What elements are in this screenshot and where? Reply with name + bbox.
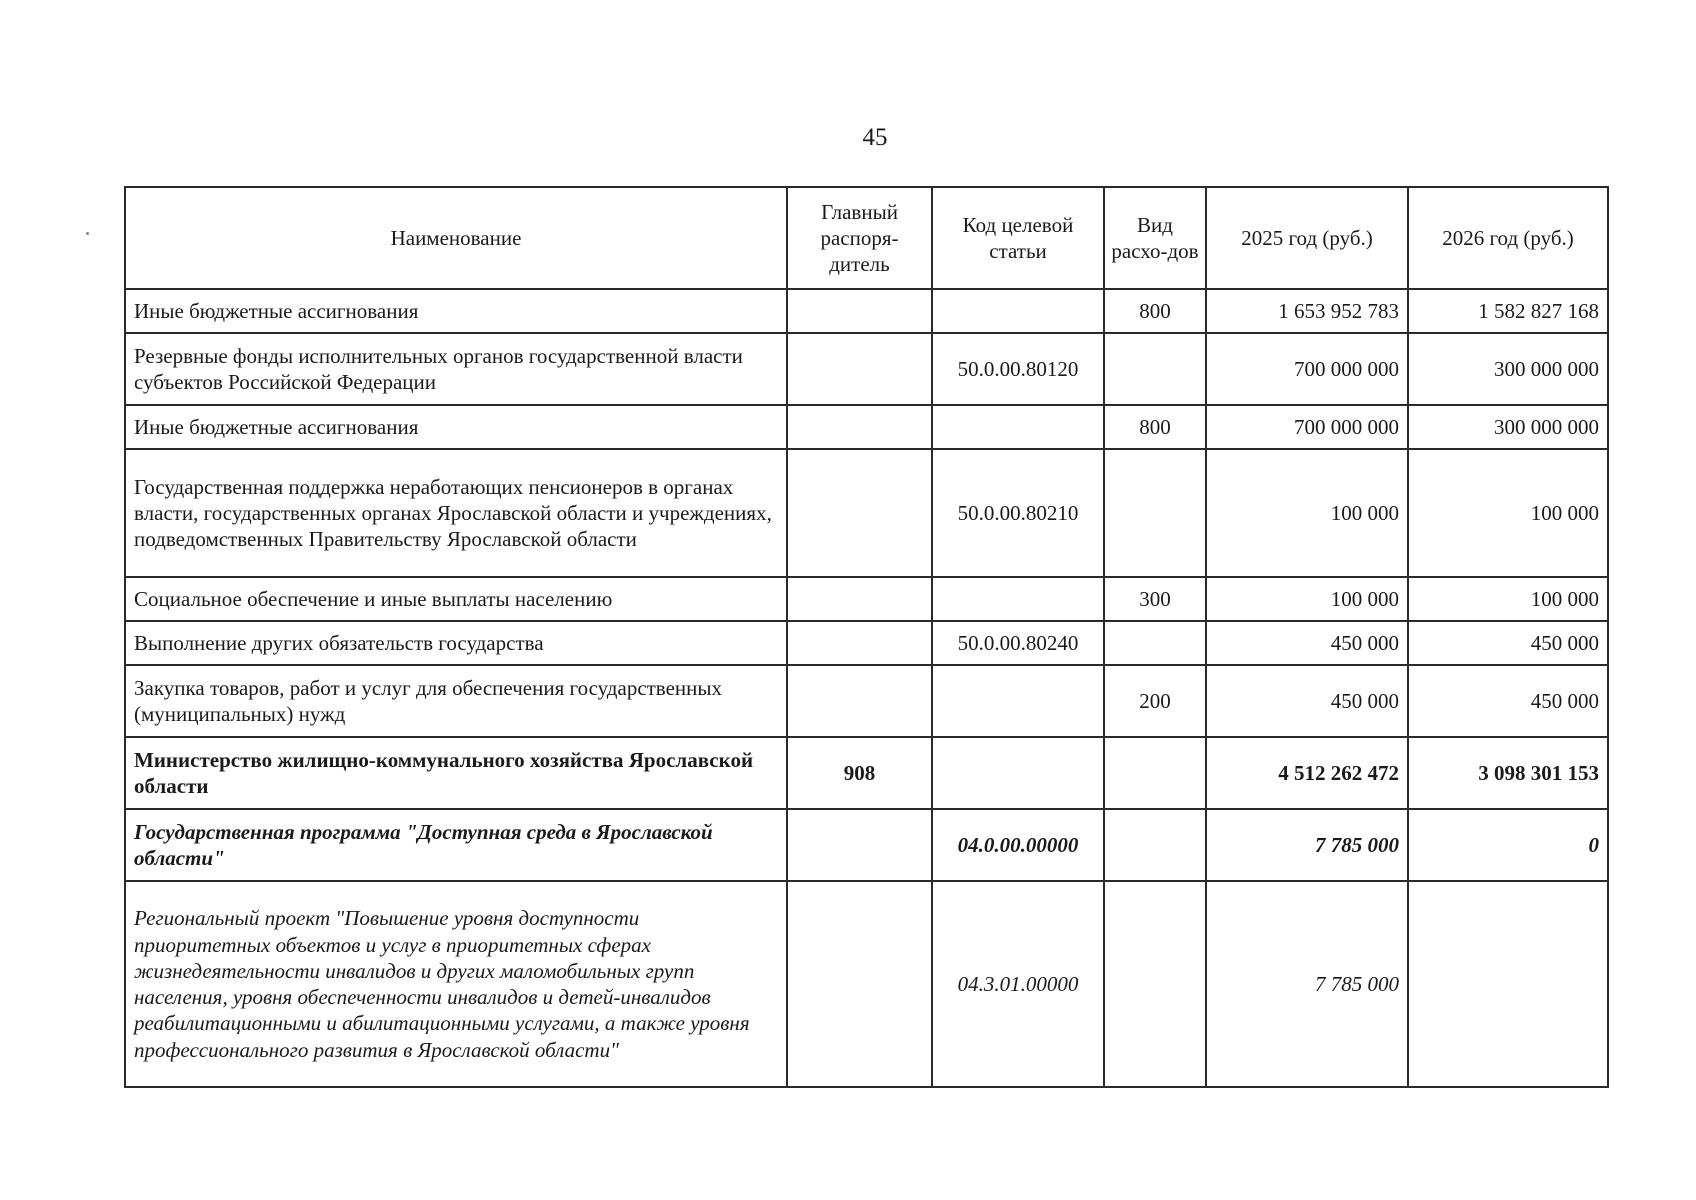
table-row-program <box>125 809 1608 881</box>
row-name: Государственная программа "Доступная среда в Ярославской области" <box>125 809 787 881</box>
row-name: Резервные фонды исполнительных органов государственной власти субъектов Российской Федерации <box>125 333 787 405</box>
row-target-code <box>932 405 1104 449</box>
row-name: Иные бюджетные ассигнования <box>125 289 787 333</box>
row-target-code <box>932 737 1104 809</box>
row-target-code: 50.0.00.80240 <box>932 621 1104 665</box>
row-name: Выполнение других обязательств государства <box>125 621 787 665</box>
row-expense-type: 800 <box>1104 405 1206 449</box>
row-expense-type <box>1104 621 1206 665</box>
header-target-code: Код целевой статьи <box>932 187 1104 289</box>
row-expense-type <box>1104 333 1206 405</box>
table-row-project <box>125 881 1608 1087</box>
row-2025-amount: 7 785 000 <box>1206 809 1408 881</box>
table-row <box>125 333 1608 405</box>
row-name: Региональный проект "Повышение уровня доступности приоритетных объектов и услуг в приоритетных сферах жизнедеятельности инвалидов и других маломобильных групп населения, уровня обеспеченности инвалидов и детей-инвалидов реабилитационными и абилитационными услугами, а также уровня профессионального развития в Ярославской области" <box>125 881 787 1087</box>
row-target-code: 04.3.01.00000 <box>932 881 1104 1087</box>
row-name: Министерство жилищно-коммунального хозяйства Ярославской области <box>125 737 787 809</box>
table-row <box>125 665 1608 737</box>
header-year-2026: 2026 год (руб.) <box>1408 187 1608 289</box>
row-2025-amount: 1 653 952 783 <box>1206 289 1408 333</box>
row-expense-type <box>1104 809 1206 881</box>
header-main-manager: Главный распоря-дитель <box>787 187 932 289</box>
row-2025-amount: 100 000 <box>1206 577 1408 621</box>
row-expense-type: 300 <box>1104 577 1206 621</box>
row-target-code: 50.0.00.80210 <box>932 449 1104 577</box>
row-target-code: 04.0.00.00000 <box>932 809 1104 881</box>
row-main-manager <box>787 289 932 333</box>
row-main-manager: 908 <box>787 737 932 809</box>
row-main-manager <box>787 333 932 405</box>
row-2025-amount: 450 000 <box>1206 621 1408 665</box>
row-2025-amount: 100 000 <box>1206 449 1408 577</box>
row-main-manager <box>787 809 932 881</box>
budget-table <box>124 186 1609 1088</box>
row-main-manager <box>787 577 932 621</box>
row-main-manager <box>787 881 932 1087</box>
row-expense-type <box>1104 881 1206 1087</box>
row-2026-amount <box>1408 881 1608 1087</box>
table-row-ministry <box>125 737 1608 809</box>
header-expense-type: Вид расхо-дов <box>1104 187 1206 289</box>
row-expense-type <box>1104 737 1206 809</box>
row-main-manager <box>787 665 932 737</box>
row-name: Иные бюджетные ассигнования <box>125 405 787 449</box>
row-target-code: 50.0.00.80120 <box>932 333 1104 405</box>
row-2026-amount: 3 098 301 153 <box>1408 737 1608 809</box>
row-2026-amount: 0 <box>1408 809 1608 881</box>
page-number: 45 <box>862 124 888 151</box>
row-2025-amount: 700 000 000 <box>1206 405 1408 449</box>
row-2026-amount: 1 582 827 168 <box>1408 289 1608 333</box>
row-name: Государственная поддержка неработающих пенсионеров в органах власти, государственных органах Ярославской области и учреждениях, подведомственных Правительству Ярославской области <box>125 449 787 577</box>
row-name: Социальное обеспечение и иные выплаты населению <box>125 577 787 621</box>
row-target-code <box>932 289 1104 333</box>
row-expense-type: 800 <box>1104 289 1206 333</box>
row-2025-amount: 700 000 000 <box>1206 333 1408 405</box>
row-name: Закупка товаров, работ и услуг для обеспечения государственных (муниципальных) нужд <box>125 665 787 737</box>
row-expense-type: 200 <box>1104 665 1206 737</box>
row-expense-type <box>1104 449 1206 577</box>
row-2026-amount: 300 000 000 <box>1408 405 1608 449</box>
header-year-2025: 2025 год (руб.) <box>1206 187 1408 289</box>
row-main-manager <box>787 449 932 577</box>
table-row <box>125 405 1608 449</box>
row-2026-amount: 100 000 <box>1408 577 1608 621</box>
row-target-code <box>932 577 1104 621</box>
row-2026-amount: 450 000 <box>1408 621 1608 665</box>
row-2025-amount: 7 785 000 <box>1206 881 1408 1087</box>
row-2025-amount: 4 512 262 472 <box>1206 737 1408 809</box>
row-2025-amount: 450 000 <box>1206 665 1408 737</box>
row-target-code <box>932 665 1104 737</box>
header-name: Наименование <box>125 187 787 289</box>
row-2026-amount: 100 000 <box>1408 449 1608 577</box>
scan-speck <box>86 232 89 235</box>
row-main-manager <box>787 621 932 665</box>
table-row <box>125 621 1608 665</box>
table-row <box>125 577 1608 621</box>
row-main-manager <box>787 405 932 449</box>
row-2026-amount: 450 000 <box>1408 665 1608 737</box>
table-row <box>125 449 1608 577</box>
table-row <box>125 289 1608 333</box>
table-header <box>125 187 1608 289</box>
row-2026-amount: 300 000 000 <box>1408 333 1608 405</box>
